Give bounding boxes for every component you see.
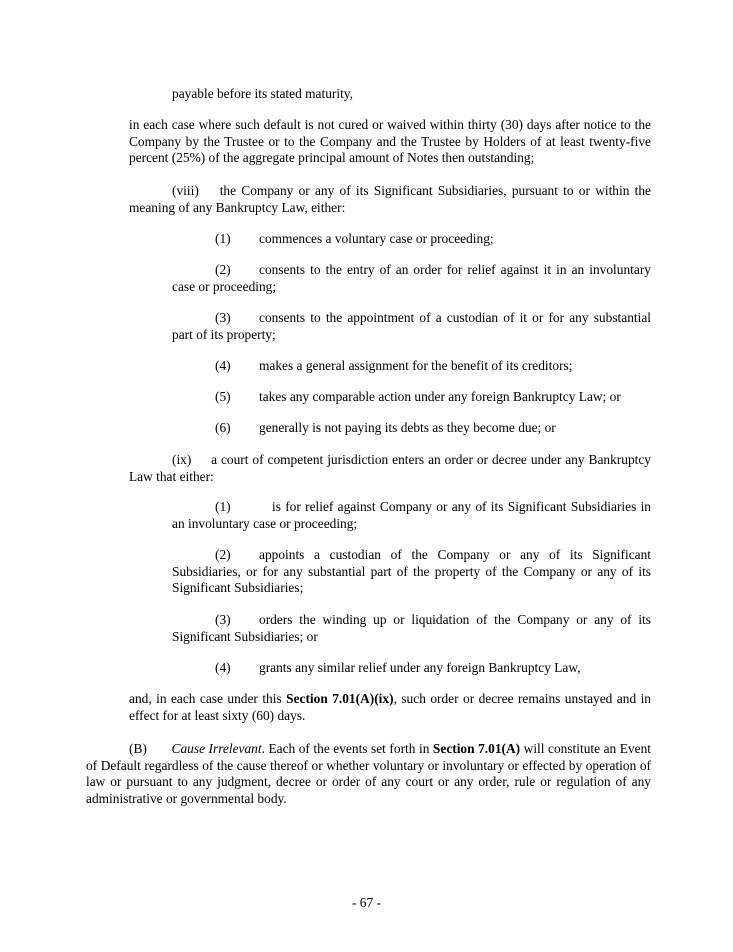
item-text: is for relief against Company or any of its Significant Subsidiaries in an involuntary case or proceeding; [172, 499, 651, 531]
item-number: (5) [215, 389, 231, 404]
item-number: (4) [215, 358, 231, 373]
page-number: - 67 - [351, 895, 381, 910]
clause-b-heading: Cause Irrelevant [171, 741, 262, 756]
clause-viii-number: (viii) [172, 183, 199, 198]
viii-item-2 [172, 262, 651, 295]
clause-viii-text: the Company or any of its Significant Subsidiaries, pursuant to or within the meaning of any Bankruptcy Law, either: [129, 183, 651, 215]
item-text: takes any comparable action under any foreign Bankruptcy Law; or [259, 389, 621, 404]
ix-item-3 [172, 612, 651, 645]
viii-item-6 [215, 420, 556, 437]
clause-ix [129, 452, 651, 485]
clause-b [86, 741, 651, 807]
item-number: (3) [215, 612, 231, 627]
clause-b-text: will constitute an Event of Default regardless of the cause thereof or whether voluntary or involuntary or effected by operation of law or pursuant to any judgment, decree or order of any court or any order, rule or regulation of any administrative or governmental body. [86, 741, 651, 806]
clause-ix-text: a court of competent jurisdiction enters an order or decree under any Bankruptcy Law that either: [129, 452, 651, 484]
viii-item-4 [215, 358, 572, 375]
item-text: makes a general assignment for the benefit of its creditors; [259, 358, 573, 373]
item-number: (1) [215, 499, 231, 514]
section-reference: Section 7.01(A) [432, 741, 521, 756]
item-number: (6) [215, 420, 231, 435]
item-number: (3) [215, 310, 231, 325]
tail-text-1: and, in each case under this [129, 691, 287, 706]
clause-viii [129, 183, 651, 216]
item-text: grants any similar relief under any foreign Bankruptcy Law, [259, 660, 581, 675]
tail-text-2: , such order or decree remains unstayed and in effect for at least sixty (60) days. [129, 691, 651, 723]
item-number: (2) [215, 547, 231, 562]
item-text: appoints a custodian of the Company or any of its Significant Subsidiaries, or for any substantial part of the property of the Company or any of its Significant Subsidiaries; [172, 547, 651, 596]
viii-item-1 [215, 231, 494, 248]
unstayed-paragraph [129, 691, 651, 724]
item-number: (1) [215, 231, 231, 246]
clause-b-number: (B) [129, 741, 147, 756]
clause-b-sep: . Each of the events set forth in [261, 741, 433, 756]
section-reference: Section 7.01(A)(ix) [286, 691, 394, 706]
item-text: orders the winding up or liquidation of the Company or any of its Significant Subsidiaries; or [172, 612, 651, 644]
item-text: consents to the entry of an order for relief against it in an involuntary case or proceeding; [172, 262, 651, 294]
item-number: (4) [215, 660, 231, 675]
item-number: (2) [215, 262, 231, 277]
item-text: generally is not paying its debts as they become due; or [259, 420, 556, 435]
clause-ix-number: (ix) [172, 452, 192, 467]
item-text: consents to the appointment of a custodian of it or for any substantial part of its property; [172, 310, 651, 342]
ix-item-1 [172, 499, 651, 532]
item-text: commences a voluntary case or proceeding; [259, 231, 494, 246]
viii-item-3 [172, 310, 651, 343]
ix-item-2 [172, 547, 651, 597]
default-cure-paragraph: in each case where such default is not cured or waived within thirty (30) days after notice to the Company by the Trustee or to the Company and the Trustee by Holders of at least twenty-five percent (25%) of the aggregate principal amount of Notes then outstanding; [129, 117, 651, 166]
ix-item-4 [215, 660, 581, 677]
continuation-line: payable before its stated maturity, [172, 86, 353, 101]
viii-item-5 [215, 389, 621, 406]
